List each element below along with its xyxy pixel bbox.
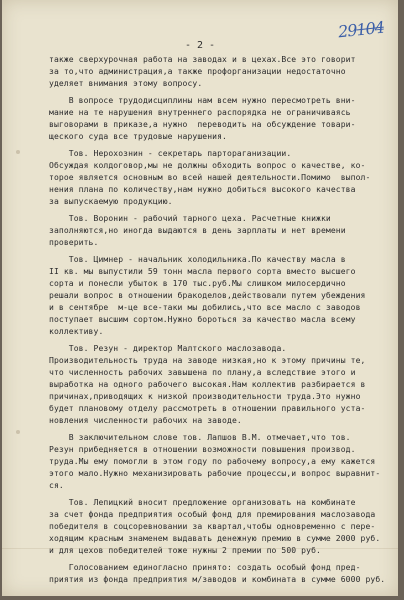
- text-line: труда.Мы ему помогли в этом году по рабочему вопросу,а ему кажется: [49, 457, 376, 466]
- paragraph: [49, 148, 389, 208]
- text-line: сорта и понесли убыток в 170 тыс.руб.Мы слишком милосердично: [49, 279, 346, 288]
- text-line: также сверхурочная работа на заводах и в цехах.Все это говорит: [49, 55, 356, 64]
- text-line: Производительность труда на заводе низкая,но к этому причины те,: [49, 356, 366, 365]
- text-line: за то,что администрация,а также профорганизации недостаточно: [49, 67, 346, 76]
- text-line: причинах,приводящих к низкой производительности труда.Это нужно: [49, 392, 361, 401]
- paragraph: [49, 213, 389, 249]
- text-line: проверить.: [49, 238, 99, 247]
- paragraph: [49, 432, 389, 492]
- text-line: приятия из фонда предприятия м/заводов и комбината в сумме 6000 руб.: [49, 575, 386, 584]
- text-line: торое является основным во всей нашей деятельности.Помимо выпол-: [49, 173, 371, 182]
- paragraph: [49, 95, 389, 143]
- text-line: новления численности рабочих на заводе.: [49, 416, 242, 425]
- text-line: Тов. Резун - директор Малтского маслозавода.: [49, 344, 287, 353]
- page-number: - 2 -: [184, 40, 216, 51]
- text-line: Тов. Воронин - рабочий тарного цеха. Расчетные книжки: [49, 214, 331, 223]
- text-line: Тов. Лепицкий вносит предложение организовать на комбинате: [49, 498, 356, 507]
- text-line: Тов. Цимнер - начальник холодильника.По качеству масла в: [49, 255, 346, 264]
- binding-hole: [16, 150, 20, 154]
- archive-folio-struck: 104: [355, 17, 385, 40]
- text-line: коллективу.: [49, 327, 104, 336]
- paragraph: [49, 343, 389, 427]
- archive-folio-number: [337, 18, 385, 42]
- text-line: заполняются,но иногда выдаются в день зарплаты и нет времени: [49, 226, 346, 235]
- document-page: [2, 0, 398, 596]
- text-line: за выпускаемую продукцию.: [49, 197, 173, 206]
- paper-crease: [2, 548, 398, 549]
- binding-hole: [16, 430, 20, 434]
- text-line: и в сентябре м-це все-таки мы добились,что все масло с заводов: [49, 303, 361, 312]
- text-line: решали вопрос в отношении бракоделов,действовали путем убеждения: [49, 291, 366, 300]
- text-line: II кв. мы выпустили 59 тонн масла первого сорта вместо высшего: [49, 267, 356, 276]
- text-line: что численность рабочих завышена по плану,а вследствие этого и: [49, 368, 356, 377]
- text-line: поступает высшим сортом.Нужно бороться за качество масла всему: [49, 315, 356, 324]
- text-line: Голосованием единогласно принято: создать особый фонд пред-: [49, 563, 361, 572]
- text-line: выработка на одного рабочего высокая.Нам коллектив разбирается в: [49, 380, 366, 389]
- text-line: Обсуждая колдоговор,мы не должны обходить вопрос о качестве, ко-: [49, 161, 366, 170]
- text-line: нения плана по количеству,нам нужно добиться высокого качества: [49, 185, 356, 194]
- text-line: Тов. Нерохознин - секретарь партораганизации.: [49, 149, 292, 158]
- text-line: победителя в соцсоревновании за квартал,чтобы одновременно с пере-: [49, 522, 376, 531]
- archive-folio-current: 29: [337, 20, 358, 42]
- text-line: за счет фонда предприятия особый фонд для премирования маслозавода: [49, 510, 376, 519]
- text-line: этого мало.Нужно механизировать рабочие процессы,и вопрос выравнит-: [49, 469, 381, 478]
- text-line: уделяет внимания этому вопросу.: [49, 79, 203, 88]
- text-line: выговорами в приказе,а нужно переводить на обсуждение товари-: [49, 120, 356, 129]
- paragraph: [49, 562, 389, 586]
- text-line: и для цехов победителей тоже нужны 2 премии по 500 руб.: [49, 546, 321, 555]
- text-line: ходящим красным знаменем выдавать денежную премию в сумме 2000 руб.: [49, 534, 381, 543]
- text-line: щеского суда все трудовые нарушения.: [49, 132, 228, 141]
- paragraph: [49, 54, 389, 90]
- text-line: В вопросе трудодисциплины нам всем нужно пересмотреть вни-: [49, 96, 356, 105]
- document-body: [49, 54, 389, 586]
- text-line: мание на те нарушения внутреннего распорядка не ограничиваясь: [49, 108, 351, 117]
- paragraph: [49, 254, 389, 338]
- text-line: будет плановому отделу рассмотреть в отношении правильного уста-: [49, 404, 366, 413]
- text-line: Резун прибедняется в отношении возможности повышения производ.: [49, 445, 356, 454]
- text-line: В заключительном слове тов. Лапшов В.М. отмечает,что тов.: [49, 433, 351, 442]
- text-line: ся.: [49, 481, 64, 490]
